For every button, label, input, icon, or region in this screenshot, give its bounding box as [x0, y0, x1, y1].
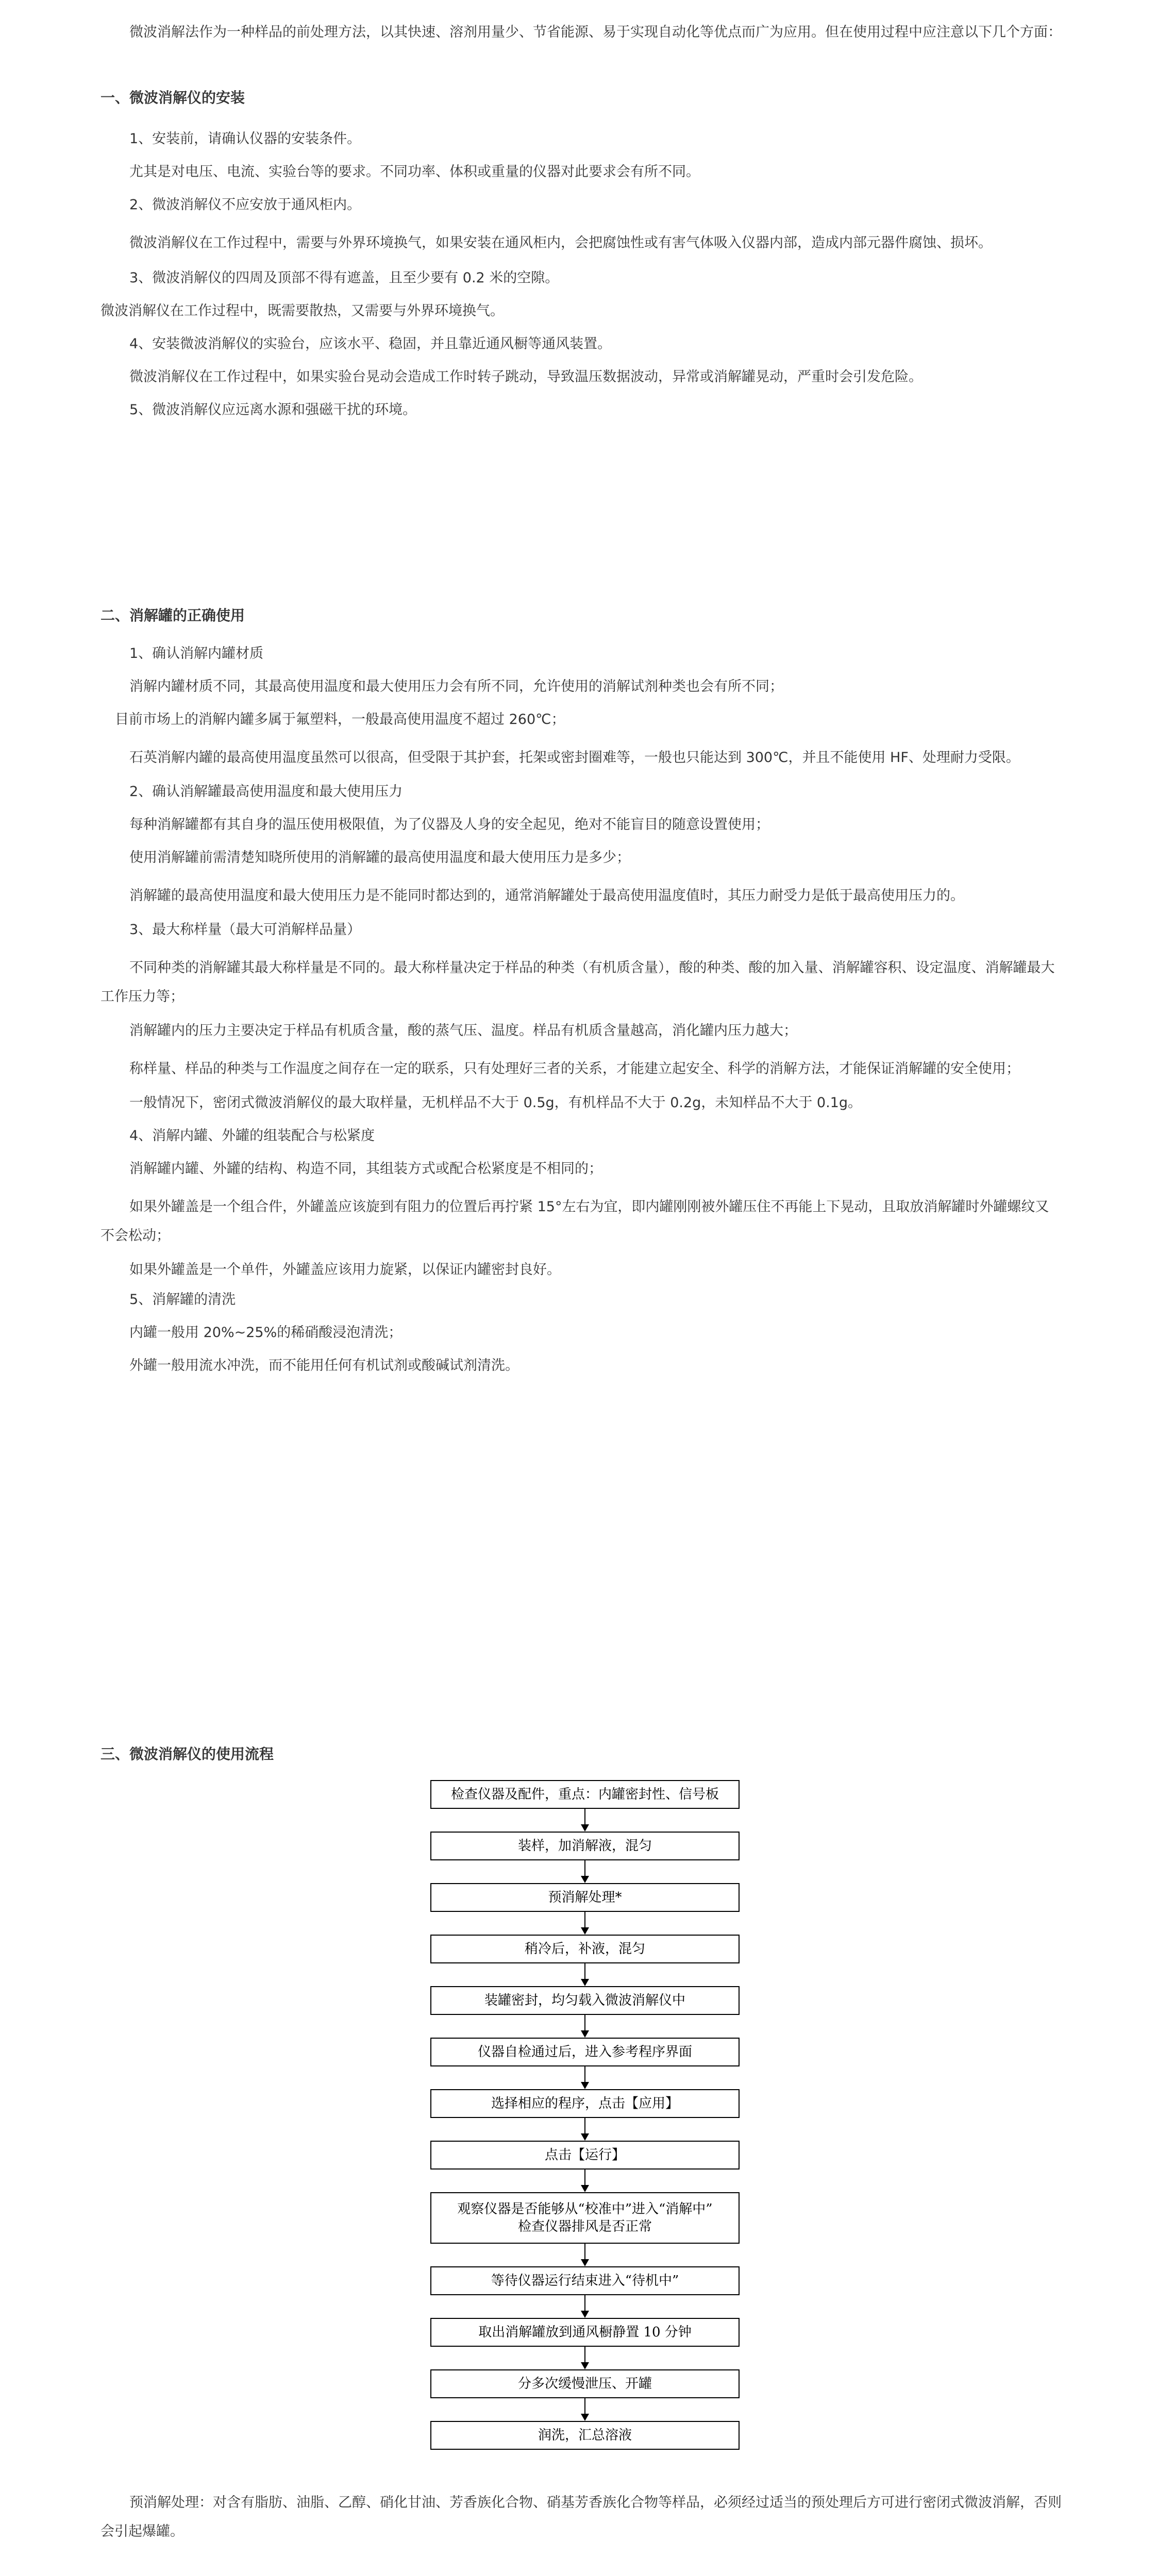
- flow-arrow-7: [584, 2118, 585, 2140]
- s2-p17: 如果外罐盖是一个单件，外罐盖应该用力旋紧，以保证内罐密封良好。: [129, 1262, 561, 1278]
- flow-arrow-12: [584, 2398, 585, 2420]
- s2-p20: 外罐一般用流水冲洗，而不能用任何有机试剂或酸碱试剂清洗。: [129, 1358, 519, 1374]
- s2-p16: 如果外罐盖是一个组合件，外罐盖应该旋到有阻力的位置后再拧紧 15°左右为宜，即内罐刚刚被外罐压住不再能上下晃动，且取放消解罐时外罐螺纹又不会松动；: [100, 1199, 1049, 1244]
- flow-arrow-6: [584, 2066, 585, 2088]
- s1-p1: 1、安装前，请确认仪器的安装条件。: [129, 131, 361, 147]
- s2-p3: 目前市场上的消解内罐多属于氟塑料，一般最高使用温度不超过 260℃；: [115, 711, 565, 727]
- flow-arrow-1: [584, 1809, 585, 1831]
- workflow-flowchart: [368, 1780, 832, 2476]
- flow-step-1: 检查仪器及配件，重点：内罐密封性、信号板: [430, 1780, 740, 1809]
- s1-p6: 微波消解仪在工作过程中，既需要散热，又需要与外界环境换气。: [100, 303, 504, 319]
- s2-p13: 一般情况下，密闭式微波消解仪的最大取样量，无机样品不大于 0.5g，有机样品不大于 0.2g，未知样品不大于 0.1g。: [129, 1095, 862, 1111]
- s2-p5: 2、确认消解罐最高使用温度和最大使用压力: [129, 784, 403, 800]
- s2-p19: 内罐一般用 20%~25%的稀硝酸浸泡清洗；: [129, 1325, 403, 1341]
- s2-p15: 消解罐内罐、外罐的结构、构造不同，其组装方式或配合松紧度是不相同的；: [129, 1161, 602, 1177]
- s2-p2: 消解内罐材质不同，其最高使用温度和最大使用压力会有所不同，允许使用的消解试剂种类也会有所不同；: [129, 679, 783, 694]
- s2-p4: 石英消解内罐的最高使用温度虽然可以很高，但受限于其护套，托架或密封圈难等，一般也只能达到 300℃，并且不能使用 HF、处理耐力受限。: [129, 750, 1020, 766]
- section-installation: [100, 88, 1062, 419]
- flow-arrow-2: [584, 1860, 585, 1882]
- s2-p7: 使用消解罐前需清楚知晓所使用的消解罐的最高使用温度和最大使用压力是多少；: [129, 850, 630, 866]
- s2-p8: 消解罐的最高使用温度和最大使用压力是不能同时都达到的，通常消解罐处于最高使用温度值时，其压力耐受力是低于最高使用压力的。: [129, 888, 964, 904]
- s2-p12: 称样量、样品的种类与工作温度之间存在一定的联系，只有处理好三者的关系，才能建立起安全、科学的消解方法，才能保证消解罐的安全使用；: [129, 1061, 1020, 1077]
- section-3-heading: 三、微波消解仪的使用流程: [100, 1745, 274, 1762]
- flow-step-10: 等待仪器运行结束进入“待机中”: [430, 2266, 740, 2295]
- flow-step-6: 仪器自检通过后，进入参考程序界面: [430, 2038, 740, 2066]
- s2-p10: 不同种类的消解罐其最大称样量是不同的。最大称样量决定于样品的种类（有机质含量），酸的种类、酸的加入量、消解罐容积、设定温度、消解罐最大工作压力等；: [100, 960, 1055, 1005]
- flow-arrow-5: [584, 2015, 585, 2037]
- flow-arrow-9: [584, 2244, 585, 2265]
- flow-step-4: 稍冷后，补液，混匀: [430, 1935, 740, 1963]
- section-2-heading: 二、消解罐的正确使用: [100, 607, 245, 624]
- s1-p2: 尤其是对电压、电流、实验台等的要求。不同功率、体积或重量的仪器对此要求会有所不同。: [129, 164, 700, 180]
- flow-step-9: 观察仪器是否能够从“校准中”进入“消解中” 检查仪器排风是否正常: [430, 2192, 740, 2244]
- section-workflow: [100, 1744, 1062, 1765]
- flow-arrow-11: [584, 2347, 585, 2368]
- s1-p7: 4、安装微波消解仪的实验台，应该水平、稳固，并且靠近通风橱等通风装置。: [129, 336, 612, 352]
- flow-step-5: 装罐密封，均匀载入微波消解仪中: [430, 1986, 740, 2015]
- flow-step-8: 点击【运行】: [430, 2141, 740, 2170]
- flow-arrow-3: [584, 1912, 585, 1934]
- flow-step-2: 装样，加消解液，混匀: [430, 1832, 740, 1860]
- flow-step-11: 取出消解罐放到通风橱静置 10 分钟: [430, 2318, 740, 2347]
- flow-step-12: 分多次缓慢泄压、开罐: [430, 2369, 740, 2398]
- s1-p4: 微波消解仪在工作过程中，需要与外界环境换气，如果安装在通风柜内，会把腐蚀性或有害气体吸入仪器内部，造成内部元器件腐蚀、损坏。: [129, 235, 992, 251]
- flow-arrow-10: [584, 2295, 585, 2317]
- s1-p3: 2、微波消解仪不应安放于通风柜内。: [129, 197, 361, 213]
- intro-block: [100, 23, 1062, 42]
- intro-paragraph: 微波消解法作为一种样品的前处理方法，以其快速、溶剂用量少、节省能源、易于实现自动化等优点而广为应用。但在使用过程中应注意以下几个方面：: [129, 24, 1062, 40]
- section-vessel-usage: [100, 605, 1062, 1375]
- flow-step-13: 润洗，汇总溶液: [430, 2421, 740, 2450]
- s1-p5: 3、微波消解仪的四周及顶部不得有遮盖，且至少要有 0.2 米的空隙。: [129, 270, 559, 286]
- workflow-note-block: [100, 2488, 1062, 2546]
- s2-p11: 消解罐内的压力主要决定于样品有机质含量，酸的蒸气压、温度。样品有机质含量越高，消化罐内压力越大；: [129, 1023, 797, 1039]
- s2-p18: 5、消解罐的清洗: [129, 1292, 236, 1308]
- flow-step-3: 预消解处理*: [430, 1883, 740, 1912]
- s2-p14: 4、消解内罐、外罐的组装配合与松紧度: [129, 1128, 375, 1144]
- s2-p1: 1、确认消解内罐材质: [129, 646, 264, 662]
- flow-arrow-4: [584, 1963, 585, 1985]
- s1-p9: 5、微波消解仪应远离水源和强磁干扰的环境。: [129, 402, 417, 418]
- s1-p8: 微波消解仪在工作过程中，如果实验台晃动会造成工作时转子跳动，导致温压数据波动，异常或消解罐晃动，严重时会引发危险。: [129, 369, 923, 385]
- s2-p9: 3、最大称样量（最大可消解样品量）: [129, 922, 361, 938]
- workflow-note: 预消解处理：对含有脂肪、油脂、乙醇、硝化甘油、芳香族化合物、硝基芳香族化合物等样品，必须经过适当的预处理后方可进行密闭式微波消解，否则会引起爆罐。: [100, 2495, 1062, 2539]
- flow-step-7: 选择相应的程序，点击【应用】: [430, 2089, 740, 2118]
- s2-p6: 每种消解罐都有其自身的温压使用极限值，为了仪器及人身的安全起见，绝对不能盲目的随意设置使用；: [129, 817, 769, 833]
- section-1-heading: 一、微波消解仪的安装: [100, 89, 245, 106]
- flow-arrow-8: [584, 2170, 585, 2191]
